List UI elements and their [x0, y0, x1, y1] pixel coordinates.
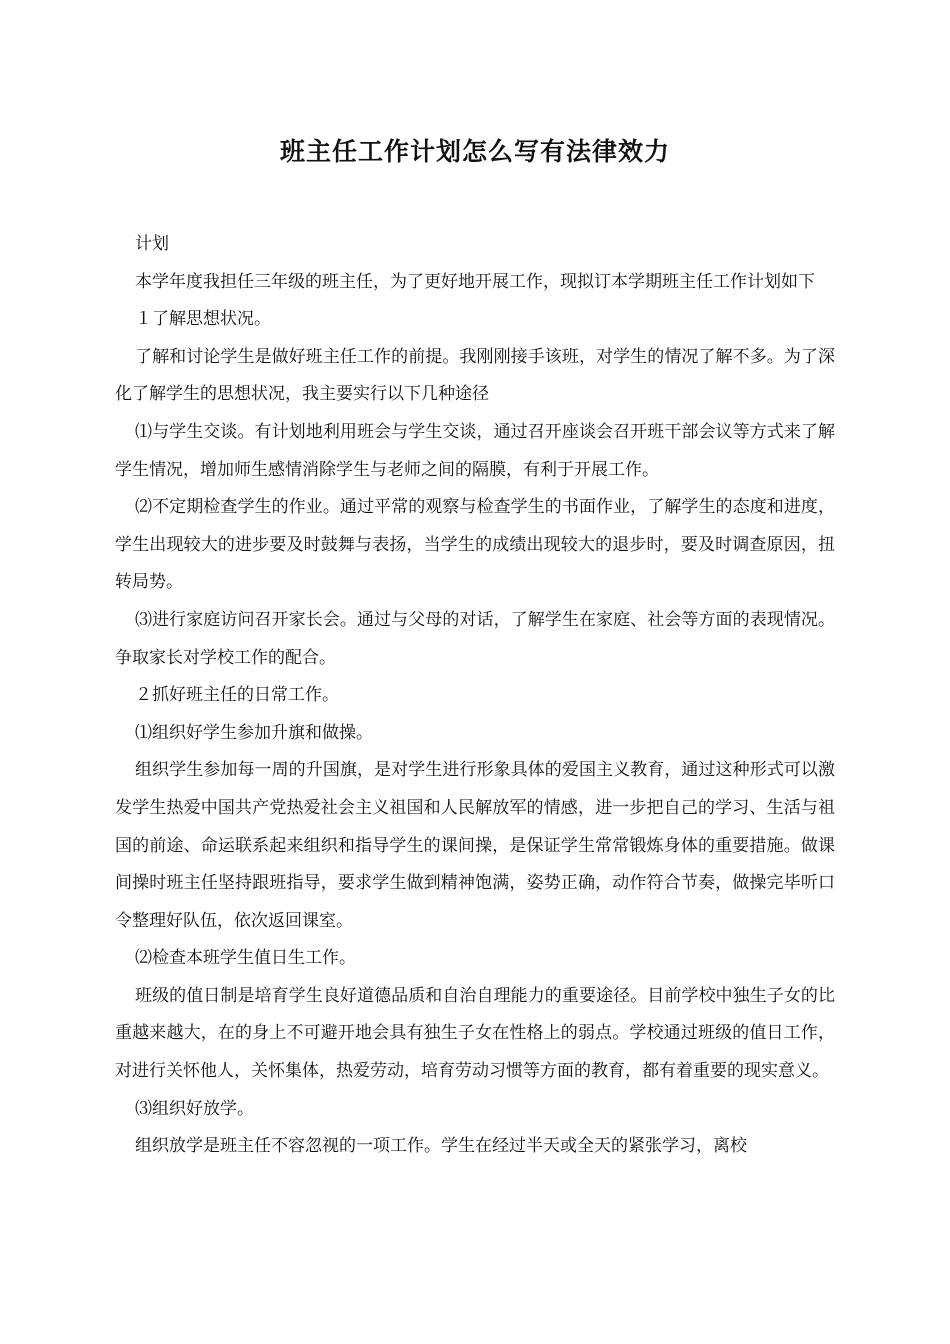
paragraph: ⑴与学生交谈。有计划地利用班会与学生交谈，通过召开座谈会召开班干部会议等方式来了解学生情况，增加师生感情消除学生与老师之间的隔膜，有利于开展工作。 [115, 421, 835, 480]
paragraph: １了解思想状况。 [135, 309, 271, 330]
paragraph: ⑶组织好放学。 [135, 1098, 254, 1119]
paragraph: ⑶进行家庭访问召开家长会。通过与父母的对话，了解学生在家庭、社会等方面的表现情况。争取家长对学校工作的配合。 [115, 609, 835, 668]
paragraph: 计划 [135, 234, 169, 254]
paragraph: 班级的值日制是培育学生良好道德品质和自治自理能力的重要途径。目前学校中独生子女的比重越来越大，在的身上不可避开地会具有独生子女在性格上的弱点。学校通过班级的值日工作，对进行关怀他人，关怀集体，热爱劳动，培育劳动习惯等方面的教育，都有着重要的现实意义。 [115, 985, 835, 1082]
paragraph: ⑵不定期检查学生的作业。通过平常的观察与检查学生的书面作业，了解学生的态度和进度，学生出现较大的进步要及时鼓舞与表扬，当学生的成绩出现较大的退步时，要及时调查原因，扭转局势。 [115, 497, 835, 593]
paragraph: 本学年度我担任三年级的班主任，为了更好地开展工作，现拟订本学期班主任工作计划如下 [135, 271, 815, 292]
document-body [115, 226, 835, 1166]
paragraph: 了解和讨论学生是做好班主任工作的前提。我刚刚接手该班，对学生的情况了解不多。为了深化了解学生的思想状况，我主要实行以下几种途径 [115, 346, 835, 405]
paragraph: 组织学生参加每一周的升国旗，是对学生进行形象具体的爱国主义教育，通过这种形式可以激发学生热爱中国共产党热爱社会主义祖国和人民解放军的情感，进一步把自己的学习、生活与祖国的前途、命运联系起来组织和指导学生的课间操，是保证学生常常锻炼身体的重要措施。做课间操时班主任坚持跟班指导，要求学生做到精神饱满，姿势正确，动作符合节奏，做操完毕听口令整理好队伍，依次返回课室。 [115, 760, 835, 931]
document-title: 班主任工作计划怎么写有法律效力 [279, 137, 670, 166]
paragraph: 组织放学是班主任不容忽视的一项工作。学生在经过半天或全天的紧张学习，离校 [135, 1136, 747, 1157]
paragraph: ⑵检查本班学生值日生工作。 [135, 948, 356, 969]
paragraph: ２抓好班主任的日常工作。 [135, 685, 339, 706]
paragraph: ⑴组织好学生参加升旗和做操。 [135, 722, 373, 743]
